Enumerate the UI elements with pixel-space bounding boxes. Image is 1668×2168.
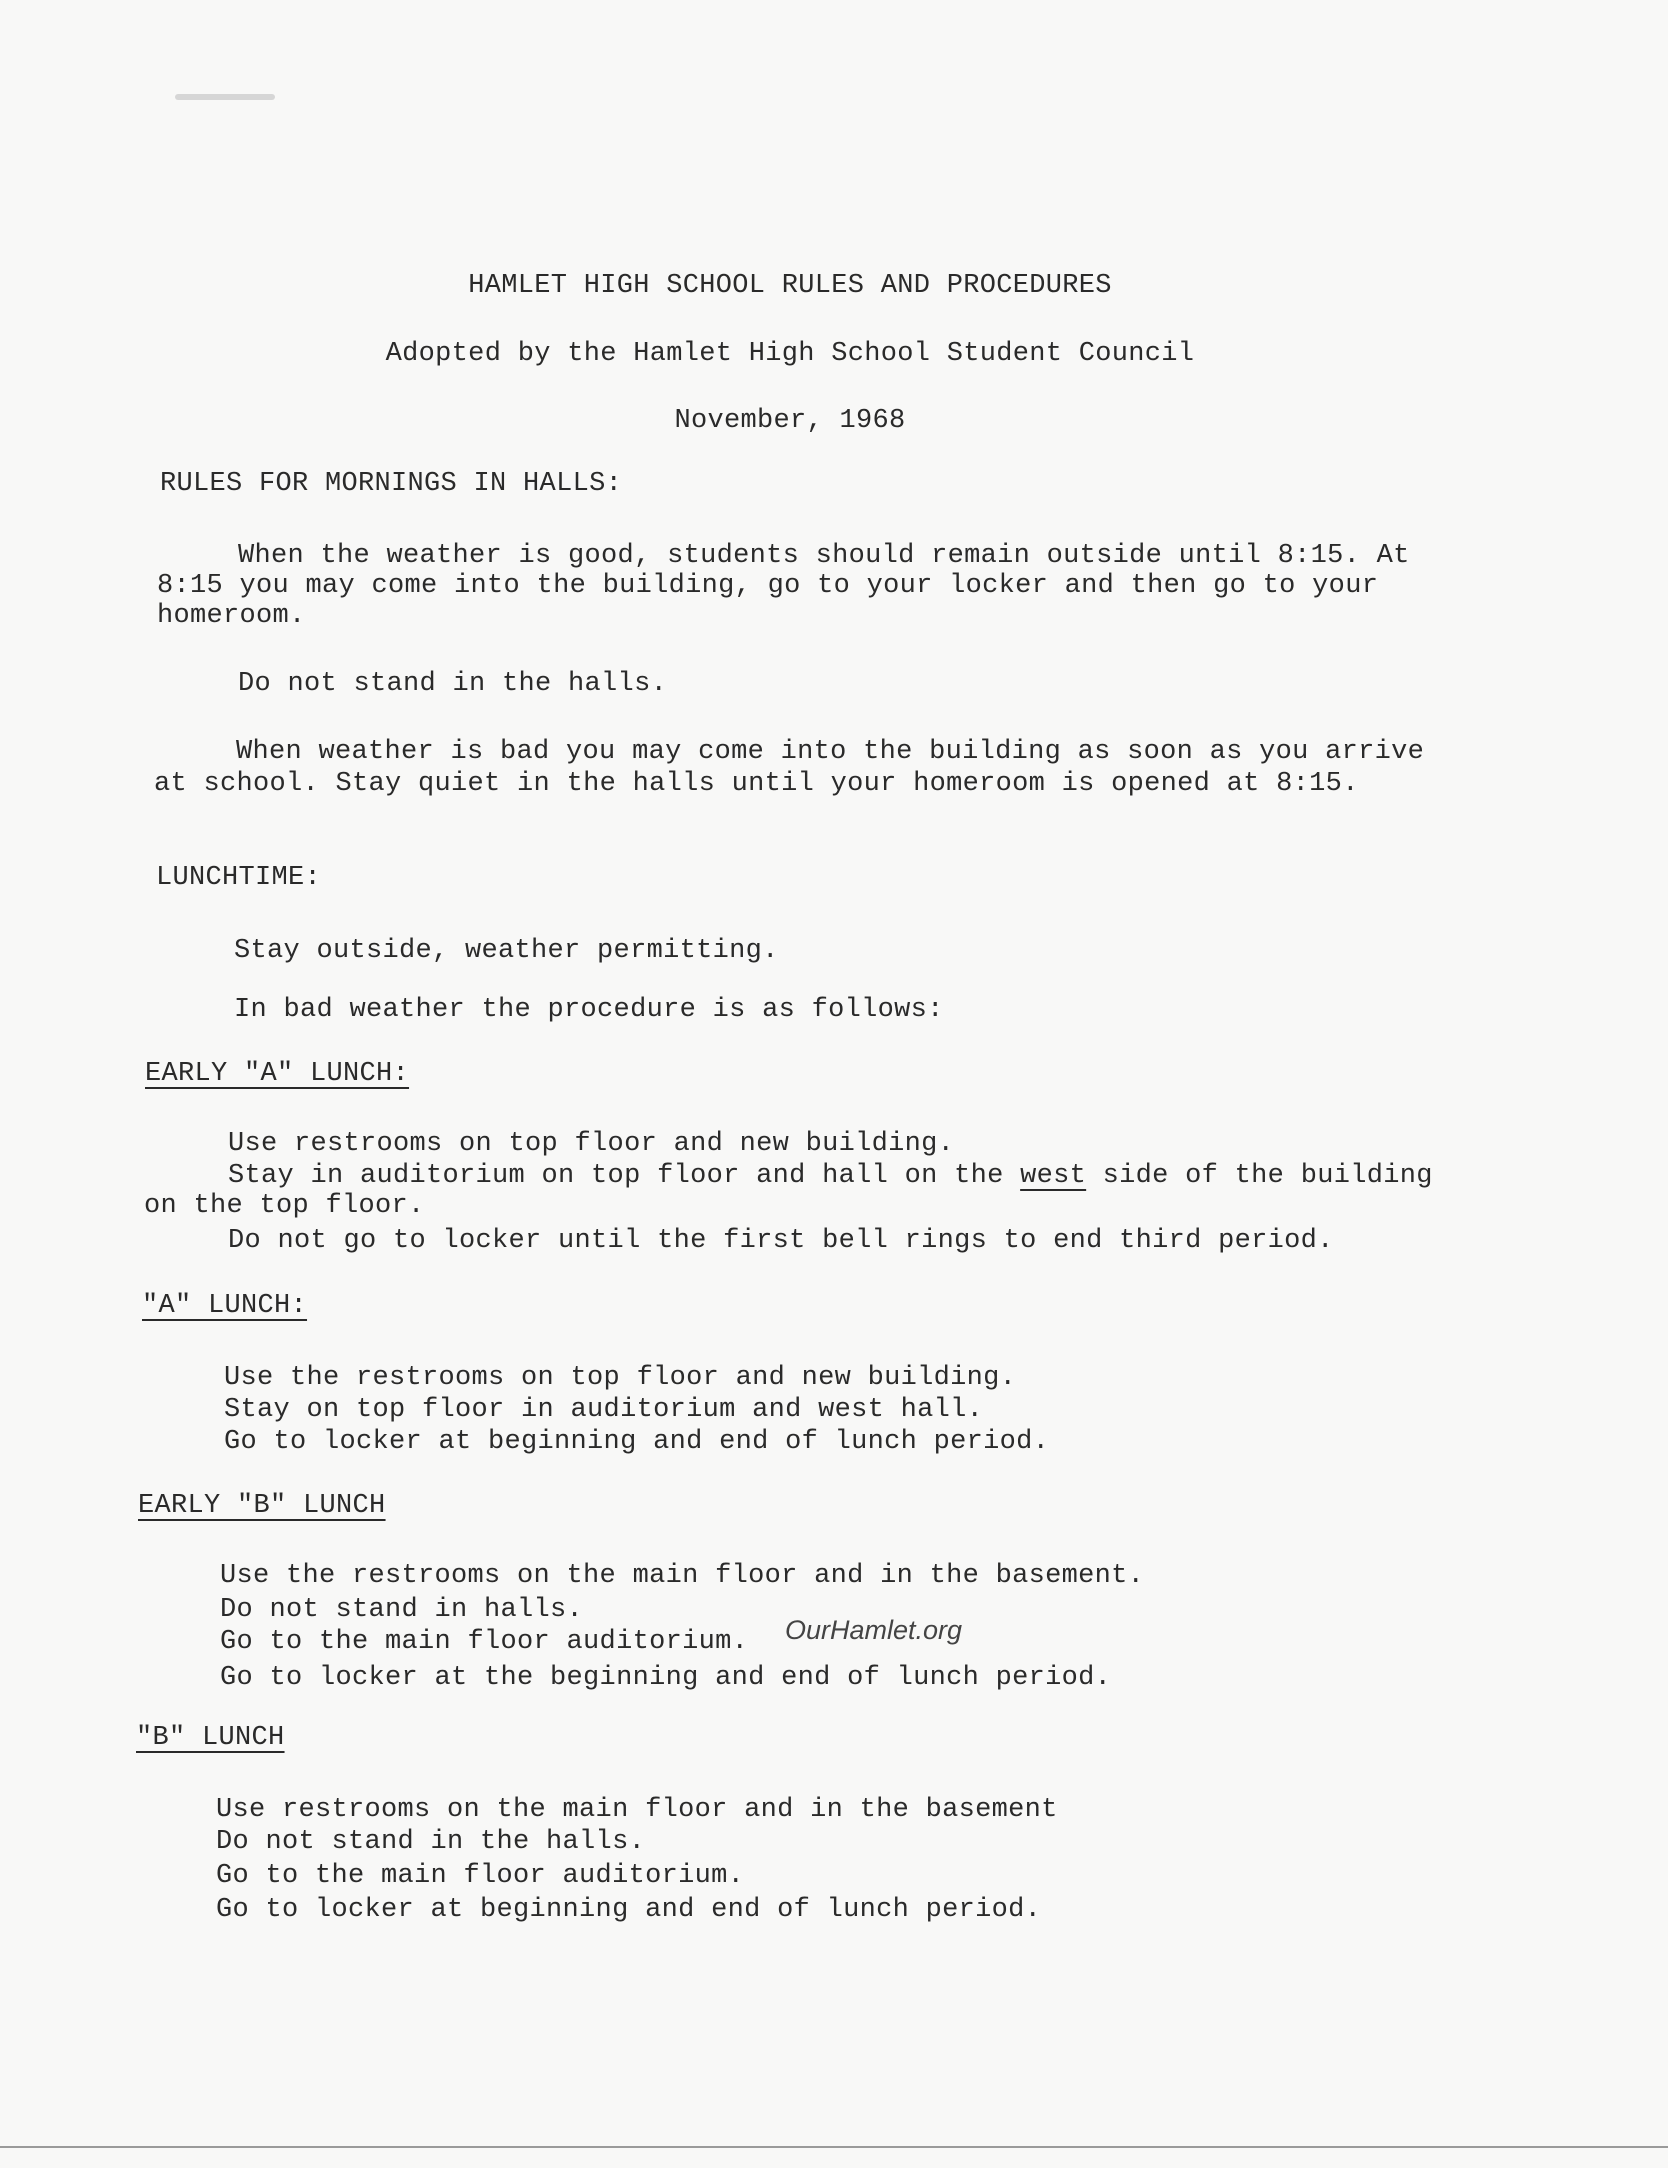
- early-a-line2-end: side of the building: [1086, 1161, 1433, 1191]
- document-date: November, 1968: [674, 406, 906, 436]
- early-b-line3: Go to the main floor auditorium.: [220, 1627, 749, 1657]
- a-lunch-line3: Go to locker at beginning and end of lunch period.: [224, 1427, 1050, 1457]
- b-lunch-line1: Use restrooms on the main floor and in the basement: [216, 1795, 1058, 1825]
- ourhamlet-watermark: OurHamlet.org: [785, 1615, 963, 1645]
- document-title: HAMLET HIGH SCHOOL RULES AND PROCEDURES: [468, 271, 1112, 301]
- lunchtime-p1: Stay outside, weather permitting.: [234, 936, 779, 966]
- early-a-line2-start: Stay in auditorium on top floor and hall on the: [228, 1161, 1021, 1191]
- b-lunch-line2: Do not stand in the halls.: [216, 1827, 646, 1857]
- early-b-line1: Use the restrooms on the main floor and in the basement.: [220, 1561, 1145, 1591]
- early-a-line1: Use restrooms on top floor and new building.: [228, 1129, 955, 1159]
- a-lunch-heading: "A" LUNCH:: [142, 1291, 308, 1321]
- mornings-p3-line2: at school. Stay quiet in the halls until your homeroom is opened at 8:15.: [154, 769, 1359, 799]
- early-a-line3: on the top floor.: [144, 1191, 425, 1221]
- mornings-p2: Do not stand in the halls.: [238, 669, 668, 699]
- bottom-edge-line: [0, 2146, 1668, 2148]
- west-emphasis: west: [1020, 1161, 1087, 1191]
- early-a-line4: Do not go to locker until the first bell rings to end third period.: [228, 1226, 1334, 1256]
- lunchtime-p2: In bad weather the procedure is as follows:: [234, 995, 944, 1025]
- mornings-p1-line3: homeroom.: [157, 601, 306, 631]
- early-b-line2: Do not stand in halls.: [220, 1595, 584, 1625]
- early-a-heading: EARLY "A" LUNCH:: [145, 1059, 410, 1089]
- b-lunch-line4: Go to locker at beginning and end of lunch period.: [216, 1895, 1042, 1925]
- early-a-line2: [228, 1160, 1433, 1193]
- b-lunch-heading: "B" LUNCH: [136, 1723, 285, 1753]
- mornings-heading: RULES FOR MORNINGS IN HALLS:: [160, 469, 623, 499]
- a-lunch-line1: Use the restrooms on top floor and new building.: [224, 1363, 1017, 1393]
- lunchtime-heading: LUNCHTIME:: [156, 863, 322, 893]
- paper-smudge: [175, 94, 275, 100]
- b-lunch-line3: Go to the main floor auditorium.: [216, 1861, 745, 1891]
- mornings-p3-line1: When weather is bad you may come into the building as soon as you arrive: [236, 737, 1425, 767]
- mornings-p1-line1: When the weather is good, students should remain outside until 8:15. At: [238, 541, 1410, 571]
- document-subtitle: Adopted by the Hamlet High School Student Council: [385, 339, 1195, 369]
- early-b-heading: EARLY "B" LUNCH: [138, 1491, 386, 1521]
- early-b-line4: Go to locker at the beginning and end of lunch period.: [220, 1663, 1112, 1693]
- mornings-p1-line2: 8:15 you may come into the building, go to your locker and then go to your: [157, 571, 1379, 601]
- a-lunch-line2: Stay on top floor in auditorium and west hall.: [224, 1395, 984, 1425]
